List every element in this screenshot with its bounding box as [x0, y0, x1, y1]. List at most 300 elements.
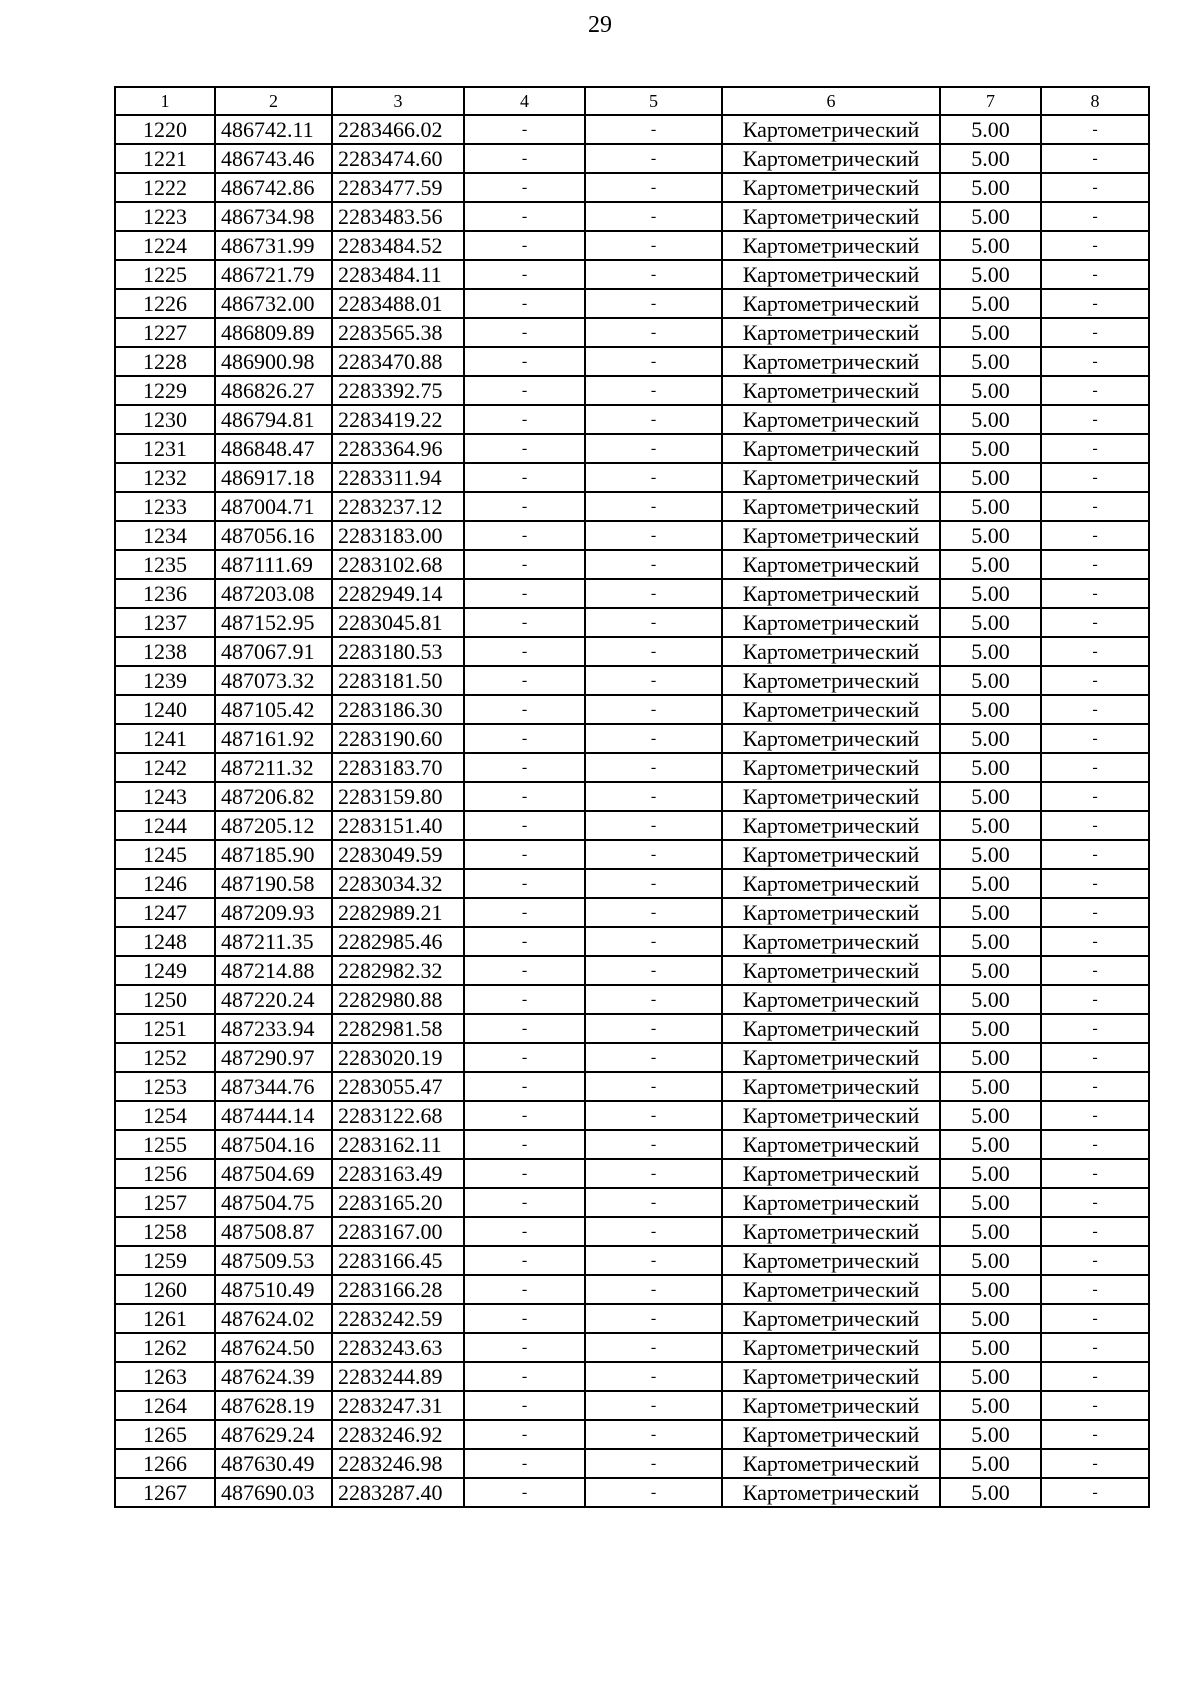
col5-cell: -: [585, 1014, 722, 1043]
method-cell: Картометрический: [722, 1478, 940, 1507]
col8-cell: -: [1041, 840, 1149, 869]
x-coordinate-cell: 487211.32: [215, 753, 332, 782]
table-row: [115, 260, 1149, 289]
point-number-cell: 1238: [115, 637, 215, 666]
column-header: 4: [464, 87, 585, 115]
x-coordinate-cell: 487504.69: [215, 1159, 332, 1188]
point-number-cell: 1234: [115, 521, 215, 550]
y-coordinate-cell: 2283470.88: [332, 347, 464, 376]
y-coordinate-cell: 2282989.21: [332, 898, 464, 927]
accuracy-cell: 5.00: [940, 521, 1041, 550]
table-row: [115, 811, 1149, 840]
accuracy-cell: 5.00: [940, 550, 1041, 579]
x-coordinate-cell: 487504.16: [215, 1130, 332, 1159]
col4-cell: -: [464, 898, 585, 927]
point-number-cell: 1244: [115, 811, 215, 840]
point-number-cell: 1235: [115, 550, 215, 579]
col5-cell: -: [585, 289, 722, 318]
table-row: [115, 1014, 1149, 1043]
col8-cell: -: [1041, 695, 1149, 724]
col4-cell: -: [464, 231, 585, 260]
method-cell: Картометрический: [722, 1188, 940, 1217]
x-coordinate-cell: 487290.97: [215, 1043, 332, 1072]
x-coordinate-cell: 487508.87: [215, 1217, 332, 1246]
table-row: [115, 434, 1149, 463]
y-coordinate-cell: 2283565.38: [332, 318, 464, 347]
column-header: 7: [940, 87, 1041, 115]
x-coordinate-cell: 486732.00: [215, 289, 332, 318]
col5-cell: -: [585, 753, 722, 782]
method-cell: Картометрический: [722, 260, 940, 289]
table-row: [115, 1275, 1149, 1304]
table-row: [115, 405, 1149, 434]
accuracy-cell: 5.00: [940, 1478, 1041, 1507]
method-cell: Картометрический: [722, 1014, 940, 1043]
x-coordinate-cell: 487690.03: [215, 1478, 332, 1507]
accuracy-cell: 5.00: [940, 260, 1041, 289]
y-coordinate-cell: 2283183.70: [332, 753, 464, 782]
x-coordinate-cell: 487629.24: [215, 1420, 332, 1449]
point-number-cell: 1229: [115, 376, 215, 405]
point-number-cell: 1232: [115, 463, 215, 492]
method-cell: Картометрический: [722, 898, 940, 927]
accuracy-cell: 5.00: [940, 1275, 1041, 1304]
point-number-cell: 1262: [115, 1333, 215, 1362]
column-header: 6: [722, 87, 940, 115]
col4-cell: -: [464, 463, 585, 492]
col5-cell: -: [585, 1304, 722, 1333]
accuracy-cell: 5.00: [940, 405, 1041, 434]
col8-cell: -: [1041, 231, 1149, 260]
method-cell: Картометрический: [722, 1304, 940, 1333]
y-coordinate-cell: 2283247.31: [332, 1391, 464, 1420]
y-coordinate-cell: 2283163.49: [332, 1159, 464, 1188]
col4-cell: -: [464, 521, 585, 550]
point-number-cell: 1225: [115, 260, 215, 289]
x-coordinate-cell: 486731.99: [215, 231, 332, 260]
point-number-cell: 1241: [115, 724, 215, 753]
y-coordinate-cell: 2283488.01: [332, 289, 464, 318]
accuracy-cell: 5.00: [940, 1043, 1041, 1072]
point-number-cell: 1240: [115, 695, 215, 724]
x-coordinate-cell: 486742.11: [215, 115, 332, 144]
y-coordinate-cell: 2283419.22: [332, 405, 464, 434]
col5-cell: -: [585, 173, 722, 202]
y-coordinate-cell: 2283237.12: [332, 492, 464, 521]
col5-cell: -: [585, 463, 722, 492]
col5-cell: -: [585, 1101, 722, 1130]
col8-cell: -: [1041, 1391, 1149, 1420]
col5-cell: -: [585, 898, 722, 927]
point-number-cell: 1220: [115, 115, 215, 144]
x-coordinate-cell: 487444.14: [215, 1101, 332, 1130]
table-row: [115, 376, 1149, 405]
col5-cell: -: [585, 985, 722, 1014]
col4-cell: -: [464, 608, 585, 637]
accuracy-cell: 5.00: [940, 347, 1041, 376]
x-coordinate-cell: 486826.27: [215, 376, 332, 405]
col8-cell: -: [1041, 434, 1149, 463]
table-row: [115, 1246, 1149, 1275]
method-cell: Картометрический: [722, 1246, 940, 1275]
y-coordinate-cell: 2283183.00: [332, 521, 464, 550]
table-row: [115, 1217, 1149, 1246]
table-row: [115, 782, 1149, 811]
accuracy-cell: 5.00: [940, 608, 1041, 637]
table-row: [115, 144, 1149, 173]
y-coordinate-cell: 2283483.56: [332, 202, 464, 231]
accuracy-cell: 5.00: [940, 956, 1041, 985]
col4-cell: -: [464, 1333, 585, 1362]
x-coordinate-cell: 486734.98: [215, 202, 332, 231]
accuracy-cell: 5.00: [940, 173, 1041, 202]
y-coordinate-cell: 2282981.58: [332, 1014, 464, 1043]
table-row: [115, 927, 1149, 956]
method-cell: Картометрический: [722, 1072, 940, 1101]
col5-cell: -: [585, 1246, 722, 1275]
y-coordinate-cell: 2283162.11: [332, 1130, 464, 1159]
point-number-cell: 1265: [115, 1420, 215, 1449]
col5-cell: -: [585, 1449, 722, 1478]
col8-cell: -: [1041, 550, 1149, 579]
x-coordinate-cell: 486917.18: [215, 463, 332, 492]
table-row: [115, 289, 1149, 318]
point-number-cell: 1242: [115, 753, 215, 782]
point-number-cell: 1255: [115, 1130, 215, 1159]
point-number-cell: 1236: [115, 579, 215, 608]
accuracy-cell: 5.00: [940, 1304, 1041, 1333]
col8-cell: -: [1041, 318, 1149, 347]
col5-cell: -: [585, 637, 722, 666]
x-coordinate-cell: 487211.35: [215, 927, 332, 956]
coordinates-table: [114, 86, 1150, 1508]
accuracy-cell: 5.00: [940, 115, 1041, 144]
point-number-cell: 1239: [115, 666, 215, 695]
col4-cell: -: [464, 1449, 585, 1478]
accuracy-cell: 5.00: [940, 1391, 1041, 1420]
col4-cell: -: [464, 637, 585, 666]
x-coordinate-cell: 487344.76: [215, 1072, 332, 1101]
col8-cell: -: [1041, 811, 1149, 840]
col4-cell: -: [464, 985, 585, 1014]
y-coordinate-cell: 2283364.96: [332, 434, 464, 463]
point-number-cell: 1251: [115, 1014, 215, 1043]
method-cell: Картометрический: [722, 1159, 940, 1188]
method-cell: Картометрический: [722, 1275, 940, 1304]
y-coordinate-cell: 2283246.92: [332, 1420, 464, 1449]
col5-cell: -: [585, 144, 722, 173]
col5-cell: -: [585, 579, 722, 608]
col8-cell: -: [1041, 782, 1149, 811]
point-number-cell: 1228: [115, 347, 215, 376]
col4-cell: -: [464, 695, 585, 724]
point-number-cell: 1263: [115, 1362, 215, 1391]
col4-cell: -: [464, 289, 585, 318]
method-cell: Картометрический: [722, 782, 940, 811]
accuracy-cell: 5.00: [940, 1217, 1041, 1246]
method-cell: Картометрический: [722, 434, 940, 463]
y-coordinate-cell: 2283166.45: [332, 1246, 464, 1275]
col4-cell: -: [464, 1014, 585, 1043]
y-coordinate-cell: 2283151.40: [332, 811, 464, 840]
col5-cell: -: [585, 405, 722, 434]
col5-cell: -: [585, 260, 722, 289]
point-number-cell: 1233: [115, 492, 215, 521]
accuracy-cell: 5.00: [940, 869, 1041, 898]
accuracy-cell: 5.00: [940, 927, 1041, 956]
point-number-cell: 1226: [115, 289, 215, 318]
col5-cell: -: [585, 1420, 722, 1449]
col5-cell: -: [585, 666, 722, 695]
point-number-cell: 1250: [115, 985, 215, 1014]
method-cell: Картометрический: [722, 347, 940, 376]
method-cell: Картометрический: [722, 1043, 940, 1072]
col8-cell: -: [1041, 1246, 1149, 1275]
x-coordinate-cell: 487004.71: [215, 492, 332, 521]
method-cell: Картометрический: [722, 463, 940, 492]
col8-cell: -: [1041, 1188, 1149, 1217]
method-cell: Картометрический: [722, 492, 940, 521]
x-coordinate-cell: 487073.32: [215, 666, 332, 695]
x-coordinate-cell: 487067.91: [215, 637, 332, 666]
page-number: 29: [588, 12, 612, 38]
accuracy-cell: 5.00: [940, 1014, 1041, 1043]
method-cell: Картометрический: [722, 724, 940, 753]
accuracy-cell: 5.00: [940, 376, 1041, 405]
col5-cell: -: [585, 521, 722, 550]
table-row: [115, 1130, 1149, 1159]
point-number-cell: 1245: [115, 840, 215, 869]
method-cell: Картометрический: [722, 318, 940, 347]
col5-cell: -: [585, 115, 722, 144]
col8-cell: -: [1041, 956, 1149, 985]
col8-cell: -: [1041, 869, 1149, 898]
table-row: [115, 1072, 1149, 1101]
col5-cell: -: [585, 1362, 722, 1391]
col8-cell: -: [1041, 637, 1149, 666]
col4-cell: -: [464, 202, 585, 231]
point-number-cell: 1230: [115, 405, 215, 434]
table-row: [115, 115, 1149, 144]
y-coordinate-cell: 2283102.68: [332, 550, 464, 579]
table-row: [115, 724, 1149, 753]
method-cell: Картометрический: [722, 956, 940, 985]
x-coordinate-cell: 487509.53: [215, 1246, 332, 1275]
table-row: [115, 985, 1149, 1014]
x-coordinate-cell: 487185.90: [215, 840, 332, 869]
point-number-cell: 1248: [115, 927, 215, 956]
accuracy-cell: 5.00: [940, 434, 1041, 463]
y-coordinate-cell: 2283246.98: [332, 1449, 464, 1478]
table-row: [115, 753, 1149, 782]
x-coordinate-cell: 486721.79: [215, 260, 332, 289]
col5-cell: -: [585, 231, 722, 260]
col8-cell: -: [1041, 115, 1149, 144]
method-cell: Картометрический: [722, 695, 940, 724]
y-coordinate-cell: 2283166.28: [332, 1275, 464, 1304]
col5-cell: -: [585, 1275, 722, 1304]
accuracy-cell: 5.00: [940, 289, 1041, 318]
x-coordinate-cell: 487233.94: [215, 1014, 332, 1043]
table-row: [115, 463, 1149, 492]
accuracy-cell: 5.00: [940, 1188, 1041, 1217]
method-cell: Картометрический: [722, 666, 940, 695]
table-row: [115, 1391, 1149, 1420]
method-cell: Картометрический: [722, 1101, 940, 1130]
method-cell: Картометрический: [722, 811, 940, 840]
point-number-cell: 1256: [115, 1159, 215, 1188]
col4-cell: -: [464, 260, 585, 289]
y-coordinate-cell: 2283466.02: [332, 115, 464, 144]
method-cell: Картометрический: [722, 550, 940, 579]
method-cell: Картометрический: [722, 579, 940, 608]
col5-cell: -: [585, 927, 722, 956]
accuracy-cell: 5.00: [940, 231, 1041, 260]
col8-cell: -: [1041, 405, 1149, 434]
accuracy-cell: 5.00: [940, 318, 1041, 347]
col5-cell: -: [585, 811, 722, 840]
col5-cell: -: [585, 550, 722, 579]
col8-cell: -: [1041, 289, 1149, 318]
table-row: [115, 550, 1149, 579]
accuracy-cell: 5.00: [940, 695, 1041, 724]
y-coordinate-cell: 2283311.94: [332, 463, 464, 492]
x-coordinate-cell: 487111.69: [215, 550, 332, 579]
point-number-cell: 1267: [115, 1478, 215, 1507]
y-coordinate-cell: 2283122.68: [332, 1101, 464, 1130]
y-coordinate-cell: 2282980.88: [332, 985, 464, 1014]
method-cell: Картометрический: [722, 202, 940, 231]
table-row: [115, 1101, 1149, 1130]
y-coordinate-cell: 2283165.20: [332, 1188, 464, 1217]
col4-cell: -: [464, 1420, 585, 1449]
x-coordinate-cell: 487628.19: [215, 1391, 332, 1420]
col5-cell: -: [585, 376, 722, 405]
method-cell: Картометрический: [722, 608, 940, 637]
table-row: [115, 202, 1149, 231]
accuracy-cell: 5.00: [940, 579, 1041, 608]
col8-cell: -: [1041, 260, 1149, 289]
accuracy-cell: 5.00: [940, 1420, 1041, 1449]
col5-cell: -: [585, 1043, 722, 1072]
col5-cell: -: [585, 956, 722, 985]
method-cell: Картометрический: [722, 985, 940, 1014]
y-coordinate-cell: 2283049.59: [332, 840, 464, 869]
col5-cell: -: [585, 318, 722, 347]
col4-cell: -: [464, 1304, 585, 1333]
col4-cell: -: [464, 1159, 585, 1188]
y-coordinate-cell: 2283167.00: [332, 1217, 464, 1246]
col8-cell: -: [1041, 753, 1149, 782]
col4-cell: -: [464, 434, 585, 463]
col4-cell: -: [464, 579, 585, 608]
column-header: 3: [332, 87, 464, 115]
table-row: [115, 1362, 1149, 1391]
accuracy-cell: 5.00: [940, 985, 1041, 1014]
x-coordinate-cell: 487510.49: [215, 1275, 332, 1304]
col4-cell: -: [464, 1246, 585, 1275]
col4-cell: -: [464, 1391, 585, 1420]
method-cell: Картометрический: [722, 1130, 940, 1159]
col5-cell: -: [585, 492, 722, 521]
table-row: [115, 1304, 1149, 1333]
col4-cell: -: [464, 347, 585, 376]
col5-cell: -: [585, 1217, 722, 1246]
col8-cell: -: [1041, 898, 1149, 927]
col5-cell: -: [585, 1130, 722, 1159]
x-coordinate-cell: 487205.12: [215, 811, 332, 840]
col4-cell: -: [464, 1478, 585, 1507]
col5-cell: -: [585, 608, 722, 637]
col5-cell: -: [585, 202, 722, 231]
table-row: [115, 173, 1149, 202]
point-number-cell: 1258: [115, 1217, 215, 1246]
col4-cell: -: [464, 492, 585, 521]
x-coordinate-cell: 487190.58: [215, 869, 332, 898]
method-cell: Картометрический: [722, 376, 940, 405]
x-coordinate-cell: 487624.39: [215, 1362, 332, 1391]
x-coordinate-cell: 487624.50: [215, 1333, 332, 1362]
col5-cell: -: [585, 1072, 722, 1101]
col8-cell: -: [1041, 521, 1149, 550]
accuracy-cell: 5.00: [940, 637, 1041, 666]
table-row: [115, 608, 1149, 637]
method-cell: Картометрический: [722, 405, 940, 434]
point-number-cell: 1260: [115, 1275, 215, 1304]
x-coordinate-cell: 487203.08: [215, 579, 332, 608]
y-coordinate-cell: 2283020.19: [332, 1043, 464, 1072]
col8-cell: -: [1041, 173, 1149, 202]
y-coordinate-cell: 2282985.46: [332, 927, 464, 956]
accuracy-cell: 5.00: [940, 1130, 1041, 1159]
accuracy-cell: 5.00: [940, 1072, 1041, 1101]
col8-cell: -: [1041, 1101, 1149, 1130]
col5-cell: -: [585, 434, 722, 463]
table-row: [115, 1478, 1149, 1507]
x-coordinate-cell: 487220.24: [215, 985, 332, 1014]
col8-cell: -: [1041, 1014, 1149, 1043]
x-coordinate-cell: 486900.98: [215, 347, 332, 376]
col4-cell: -: [464, 927, 585, 956]
col8-cell: -: [1041, 1449, 1149, 1478]
method-cell: Картометрический: [722, 115, 940, 144]
method-cell: Картометрический: [722, 637, 940, 666]
table-row: [115, 1449, 1149, 1478]
col8-cell: -: [1041, 666, 1149, 695]
col8-cell: -: [1041, 463, 1149, 492]
y-coordinate-cell: 2283186.30: [332, 695, 464, 724]
col8-cell: -: [1041, 202, 1149, 231]
x-coordinate-cell: 487105.42: [215, 695, 332, 724]
y-coordinate-cell: 2283034.32: [332, 869, 464, 898]
y-coordinate-cell: 2283477.59: [332, 173, 464, 202]
col8-cell: -: [1041, 1130, 1149, 1159]
point-number-cell: 1261: [115, 1304, 215, 1333]
col5-cell: -: [585, 1333, 722, 1362]
x-coordinate-cell: 487161.92: [215, 724, 332, 753]
y-coordinate-cell: 2282949.14: [332, 579, 464, 608]
col5-cell: -: [585, 1159, 722, 1188]
point-number-cell: 1231: [115, 434, 215, 463]
table-row: [115, 666, 1149, 695]
accuracy-cell: 5.00: [940, 1362, 1041, 1391]
method-cell: Картометрический: [722, 289, 940, 318]
col8-cell: -: [1041, 1420, 1149, 1449]
y-coordinate-cell: 2283287.40: [332, 1478, 464, 1507]
point-number-cell: 1246: [115, 869, 215, 898]
table-row: [115, 1333, 1149, 1362]
point-number-cell: 1247: [115, 898, 215, 927]
